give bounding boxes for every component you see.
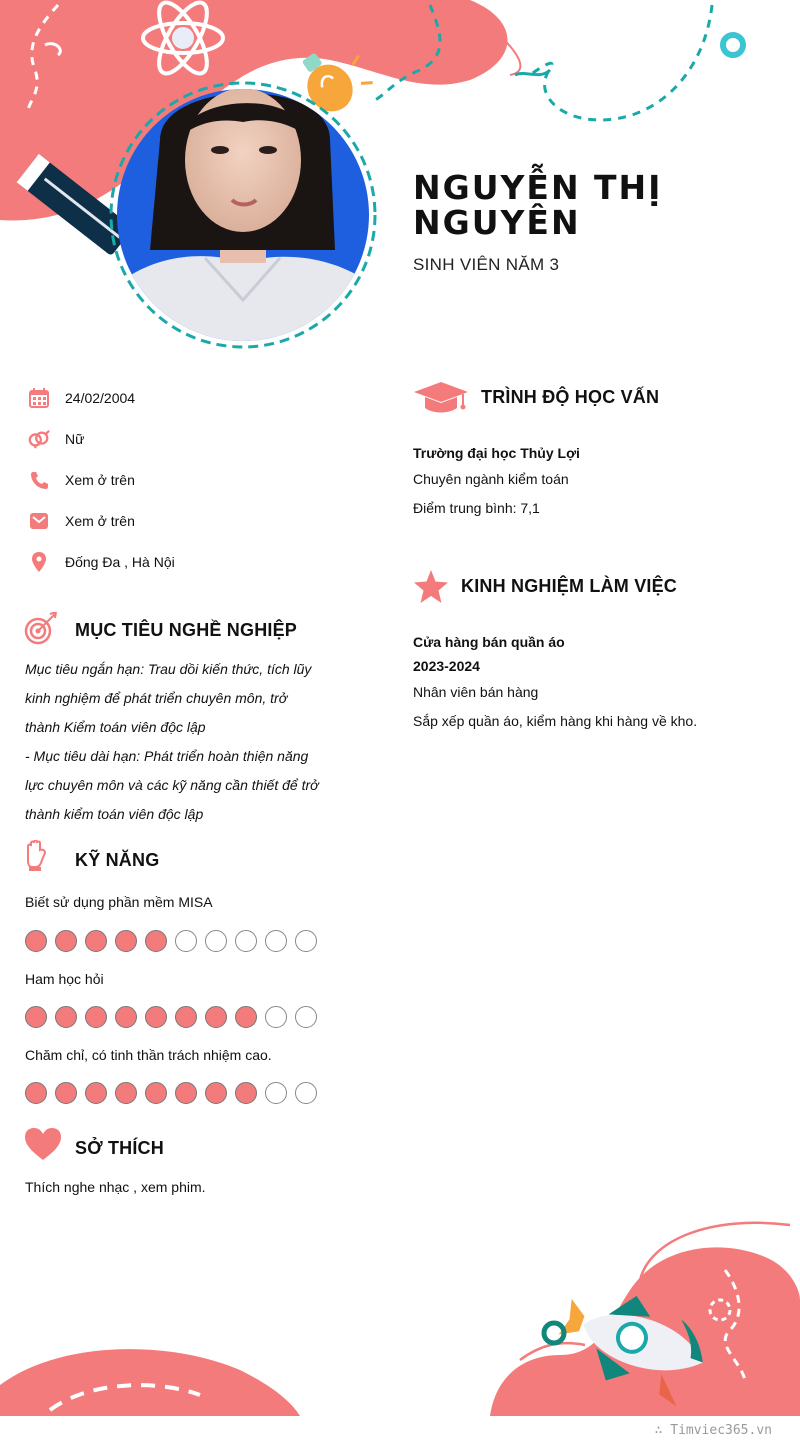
experience-position: Nhân viên bán hàng <box>413 684 539 700</box>
contact-address-text: Đống Đa , Hà Nội <box>65 554 175 570</box>
objective-title: MỤC TIÊU NGHỀ NGHIỆP <box>75 620 298 640</box>
objective-line: thành kiểm toán viên độc lập <box>25 806 204 822</box>
contact-phone-text: Xem ở trên <box>65 472 135 488</box>
skill-label: Chăm chỉ, có tinh thần trách nhiệm cao. <box>25 1047 272 1063</box>
rating-dot-filled <box>145 930 167 952</box>
rating-dot-filled <box>85 1006 107 1028</box>
rating-dot-filled <box>25 1006 47 1028</box>
rating-dot-filled <box>205 1006 227 1028</box>
skill-label: Biết sử dụng phần mềm MISA <box>25 894 213 910</box>
hobbies-text: Thích nghe nhạc , xem phim. <box>25 1179 206 1195</box>
watermark: ∴ Timviec365.vn <box>654 1423 772 1438</box>
skill-label: Ham học hỏi <box>25 971 104 987</box>
rating-dot-empty <box>265 1006 287 1028</box>
objective-text <box>25 655 319 829</box>
education-school: Trường đại học Thủy Lợi <box>413 445 580 461</box>
rating-dot-empty <box>295 1006 317 1028</box>
objective-line: Mục tiêu ngắn hạn: Trau dồi kiến thức, tích lũy <box>25 661 312 677</box>
rating-dot-filled <box>235 1082 257 1104</box>
rocket-icon <box>549 1275 716 1409</box>
rating-dot-filled <box>85 930 107 952</box>
rating-dot-filled <box>175 1082 197 1104</box>
candidate-role: SINH VIÊN NĂM 3 <box>413 255 560 274</box>
rating-dot-filled <box>115 1082 137 1104</box>
phone-icon <box>28 469 50 491</box>
experience-title: KINH NGHIỆM LÀM VIỆC <box>461 576 678 596</box>
rating-dot-filled <box>115 1006 137 1028</box>
rating-dot-filled <box>145 1006 167 1028</box>
rating-dot-filled <box>25 1082 47 1104</box>
objective-line: lực chuyên môn và các kỹ năng cần thiết để trở <box>25 777 319 793</box>
education-gpa: Điểm trung bình: 7,1 <box>413 500 540 516</box>
heart-icon <box>24 1127 62 1161</box>
experience-description: Sắp xếp quần áo, kiểm hàng khi hàng về kho. <box>413 713 698 729</box>
rating-dot-empty <box>295 930 317 952</box>
contact-address <box>28 550 328 574</box>
education-title: TRÌNH ĐỘ HỌC VẤN <box>481 387 660 407</box>
rating-dot-empty <box>205 930 227 952</box>
education-major: Chuyên ngành kiểm toán <box>413 471 569 487</box>
rating-dot-filled <box>175 1006 197 1028</box>
hobbies-title: SỞ THÍCH <box>75 1138 164 1158</box>
objective-line: - Mục tiêu dài hạn: Phát triển hoàn thiện năng <box>25 748 309 764</box>
contact-email <box>28 509 328 533</box>
graduation-cap-icon <box>413 380 469 416</box>
rating-dot-filled <box>235 1006 257 1028</box>
rating-dot-filled <box>115 930 137 952</box>
rating-dot-filled <box>55 1006 77 1028</box>
target-icon <box>24 612 58 646</box>
hand-icon <box>24 840 50 872</box>
rating-dot-filled <box>25 930 47 952</box>
experience-period: 2023-2024 <box>413 658 480 674</box>
rating-dot-filled <box>55 1082 77 1104</box>
location-pin-icon <box>28 551 50 573</box>
rating-dot-empty <box>175 930 197 952</box>
objective-line: kinh nghiệm để phát triển chuyên môn, trở <box>25 690 288 706</box>
contact-gender-text: Nữ <box>65 431 85 447</box>
candidate-name: NGUYỄN THỊ NGUYÊN <box>413 168 663 242</box>
skill-rating <box>25 1082 317 1104</box>
gender-icon <box>28 428 50 450</box>
skill-rating <box>25 930 317 952</box>
rating-dot-empty <box>235 930 257 952</box>
rating-dot-empty <box>265 1082 287 1104</box>
objective-line: thành Kiểm toán viên độc lập <box>25 719 206 735</box>
email-icon <box>28 510 50 532</box>
experience-company: Cửa hàng bán quần áo <box>413 634 565 650</box>
skills-title: KỸ NĂNG <box>75 850 160 870</box>
contact-birthdate-text: 24/02/2004 <box>65 390 136 406</box>
contact-gender <box>28 427 328 451</box>
contact-phone <box>28 468 328 492</box>
contact-email-text: Xem ở trên <box>65 513 135 529</box>
rating-dot-filled <box>55 930 77 952</box>
rating-dot-filled <box>205 1082 227 1104</box>
rating-dot-filled <box>85 1082 107 1104</box>
rating-dot-empty <box>265 930 287 952</box>
rating-dot-filled <box>145 1082 167 1104</box>
rating-dot-empty <box>295 1082 317 1104</box>
skill-rating <box>25 1006 317 1028</box>
contact-birthdate <box>28 386 328 410</box>
calendar-icon <box>28 387 50 409</box>
star-icon <box>413 569 449 605</box>
